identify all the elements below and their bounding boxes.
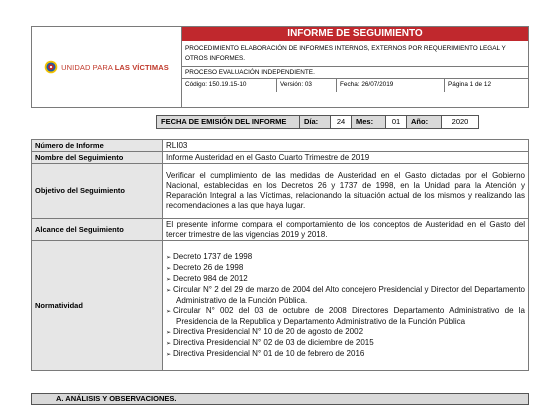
list-item: ➢ Circular N° 2 del 29 de marzo de 2004 del Alto concejero Presidencial y Director del Departamento Administrativo de la Función Pública. [166,285,525,306]
table-row [32,140,529,152]
regulations-label: Normatividad [32,241,163,371]
document-date: Fecha: 26/07/2019 [337,79,445,92]
table-row [32,152,529,164]
regulations-value [163,241,529,371]
month-value: 01 [386,116,407,128]
table-row [32,164,529,219]
emission-date-label: FECHA DE EMISIÓN DEL INFORME [157,116,300,128]
list-item: ➢ Circular N° 002 del 03 de octubre de 2008 Directores Departamento Administrativo de la Presidencia de la Republica y Departamento Administrativo de la Función Pública [166,306,525,327]
report-number-value: RLI03 [163,140,529,152]
followup-name-label: Nombre del Seguimiento [32,152,163,164]
list-item: ➢ Decreto 26 de 1998 [166,263,525,274]
unidad-victimas-logo-icon [44,60,58,74]
page-number: Página 1 de 12 [448,81,491,88]
document-codes [182,79,528,92]
logo-text: UNIDAD PARA LAS VÍCTIMAS [61,62,169,72]
procedure-name: PROCEDIMIENTO ELABORACIÓN DE INFORMES INTERNOS, EXTERNOS POR REQUERIMIENTO LEGAL Y OTROS INFORMES. [182,41,528,67]
year-label: Año: [407,116,442,128]
emission-date-row [156,115,479,129]
scope-label: Alcance del Seguimiento [32,219,163,241]
month-label: Mes: [352,116,386,128]
objective-label: Objetivo del Seguimiento [32,164,163,219]
followup-name-value: Informe Austeridad en el Gasto Cuarto Trimestre de 2019 [163,152,529,164]
document-version: Versión: 03 [277,79,337,92]
list-item: ➢ Decreto 1737 de 1998 [166,252,525,263]
scope-value: El presente informe compara el comportamiento de los conceptos de Austeridad en el Gasto del tercer trimestre de las vigencias 2019 y 2018. [163,219,529,241]
table-row [32,219,529,241]
document-header [31,26,529,108]
list-item: ➢ Directiva Presidencial N° 10 de 20 de agosto de 2002 [166,327,525,338]
table-row [32,241,529,371]
report-number-label: Número de Informe [32,140,163,152]
logo [32,27,182,107]
day-label: Día: [300,116,331,128]
report-title: INFORME DE SEGUIMIENTO [182,27,528,41]
process-name: PROCESO EVALUACIÓN INDEPENDIENTE. [182,67,528,79]
day-value: 24 [331,116,352,128]
year-value: 2020 [442,116,478,128]
list-item: ➢ Directiva Presidencial N° 01 de 10 de febrero de 2016 [166,349,525,360]
document-code: Código: 150.19.15-10 [182,79,277,92]
objective-value: Verificar el cumplimiento de las medidas de Austeridad en el Gasto dictadas por el Gobierno Nacional, establecidas en los Decretos 26 y 1737 de 1998, en la Unidad para la Atención y Reparación Integral a las Víctimas, relacionando la situación actual de los mismos y realizando las recomendaciones a las que haya lugar. [163,164,529,219]
report-info-table [31,139,529,371]
list-item: ➢ Directiva Presidencial N° 02 de 03 de diciembre de 2015 [166,338,525,349]
section-a-heading: A. ANÁLISIS Y OBSERVACIONES. [31,393,529,405]
list-item: ➢ Decreto 984 de 2012 [166,274,525,285]
regulations-list [166,252,525,360]
